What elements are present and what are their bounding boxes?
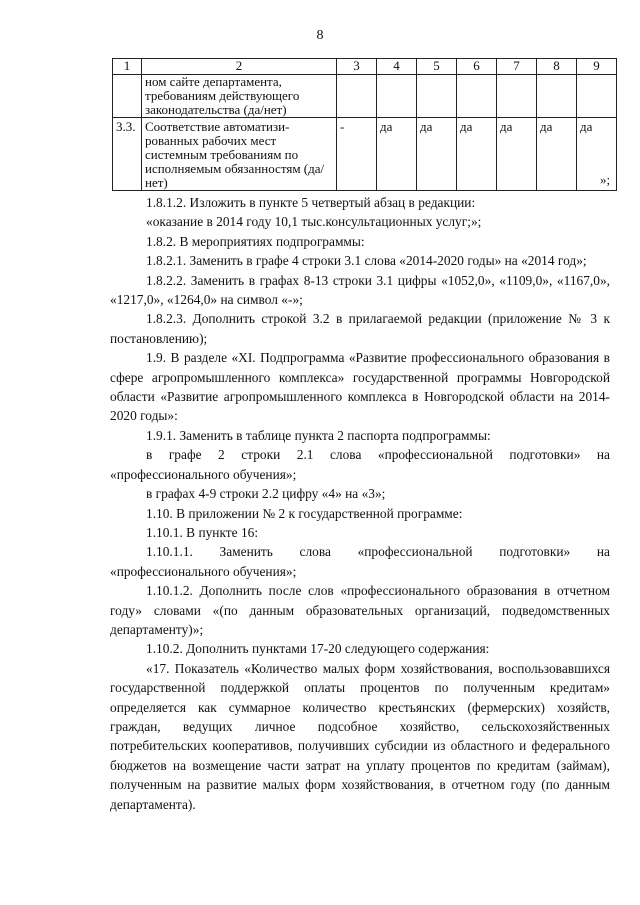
value-cell (337, 75, 377, 118)
paragraph: 1.9. В разделе «XI. Подпрограмма «Развитие профессионального образования в сфере агропромышленного комплекса» государственной программы Новгородской области «Развитие агропромышленного комплекса в Новгородской области на 2014-2020 годы»: (110, 350, 610, 424)
paragraph: «17. Показатель «Количество малых форм хозяйствования, воспользовавшихся государственной поддержкой оплаты процентов по полученным кредитам» определяется как суммарное количество крестьянских (фермерских) хозяйств, граждан, ведущих личное подсобное хозяйство, сельскохозяйственных потребительских кооперативов, получивших субсидии из областного и федерального бюджетов на возмещение части затрат на уплату процентов по кредитам (займам), полученным на развитие малых форм хозяйствования, в отчетном году (по данным департамента). (110, 660, 610, 812)
header-cell: 5 (417, 59, 457, 75)
paragraph: 1.8.1.2. Изложить в пункте 5 четвертый абзац в редакции: (146, 195, 476, 210)
value-cell (377, 75, 417, 118)
table-header-row (113, 59, 617, 75)
paragraph: 1.8.2.1. Заменить в графе 4 строки 3.1 слова «2014-2020 годы» на «2014 год»; (146, 253, 587, 269)
page-number: 8 (316, 28, 324, 43)
value-cell: да (417, 118, 457, 191)
header-cell: 3 (337, 59, 377, 75)
paragraph: 1.10. В приложении № 2 к государственной программе: (146, 505, 463, 521)
table-row (113, 118, 617, 191)
header-cell: 9 (577, 59, 617, 75)
value-cell (457, 75, 497, 118)
value-cell: да (377, 118, 417, 191)
paragraph: 1.8.2. В мероприятиях подпрограммы: (146, 233, 365, 249)
paragraph: в графе 2 строки 2.1 слова «профессиональной подготовки» на «профессионального обучения»; (110, 447, 610, 482)
header-cell: 8 (537, 59, 577, 75)
value-cell: - (337, 118, 377, 191)
value-cell (537, 75, 577, 118)
value-cell (417, 75, 457, 118)
paragraph: 1.10.2. Дополнить пунктами 17-20 следующего содержания: (146, 641, 490, 657)
value-cell: да (497, 118, 537, 191)
value-cell: да (537, 118, 577, 191)
paragraph: «оказание в 2014 году 10,1 тыс.консультационных услуг;»; (146, 214, 482, 230)
document-body (110, 193, 610, 814)
header-cell: 2 (142, 59, 337, 75)
indicator-table (112, 58, 617, 191)
paragraph: 1.10.1.2. Дополнить после слов «профессионального образования в отчетном году» словами «(по данным образовательных организаций, подведомственных департаменту)»; (110, 583, 610, 637)
row-number (113, 75, 142, 118)
header-cell: 4 (377, 59, 417, 75)
paragraph: 1.10.1. В пункте 16: (146, 524, 259, 540)
paragraph: 1.10.1.1. Заменить слова «профессиональной подготовки» на «профессионального обучения»; (110, 544, 610, 579)
paragraph: 1.9.1. Заменить в таблице пункта 2 паспорта подпрограммы: (146, 427, 491, 443)
table-closing-mark: »; (600, 172, 611, 187)
paragraph: в графах 4-9 строки 2.2 цифру «4» на «3»; (146, 486, 386, 502)
value-cell: да (457, 118, 497, 191)
row-number: 3.3. (113, 118, 142, 191)
header-cell: 7 (497, 59, 537, 75)
header-cell: 6 (457, 59, 497, 75)
row-text: Соответствие автоматизи-рованных рабочих мест системным требованиям по исполняемым обязанностям (да/нет) (142, 118, 337, 191)
paragraph: 1.8.2.2. Заменить в графах 8-13 строки 3.1 цифры «1052,0», «1109,0», «1167,0», «1217,0», «1264,0» на символ «-»; (110, 272, 610, 308)
paragraph: 1.8.2.3. Дополнить строкой 3.2 в прилагаемой редакции (приложение № 3 к постановлению); (110, 311, 610, 346)
value-cell (577, 75, 617, 118)
header-cell: 1 (113, 59, 142, 75)
row-text: ном сайте департамента, требованиям действующего законодательства (да/нет) (142, 75, 337, 118)
value-cell: да (577, 118, 617, 191)
value-cell (497, 75, 537, 118)
table-row (113, 75, 617, 118)
